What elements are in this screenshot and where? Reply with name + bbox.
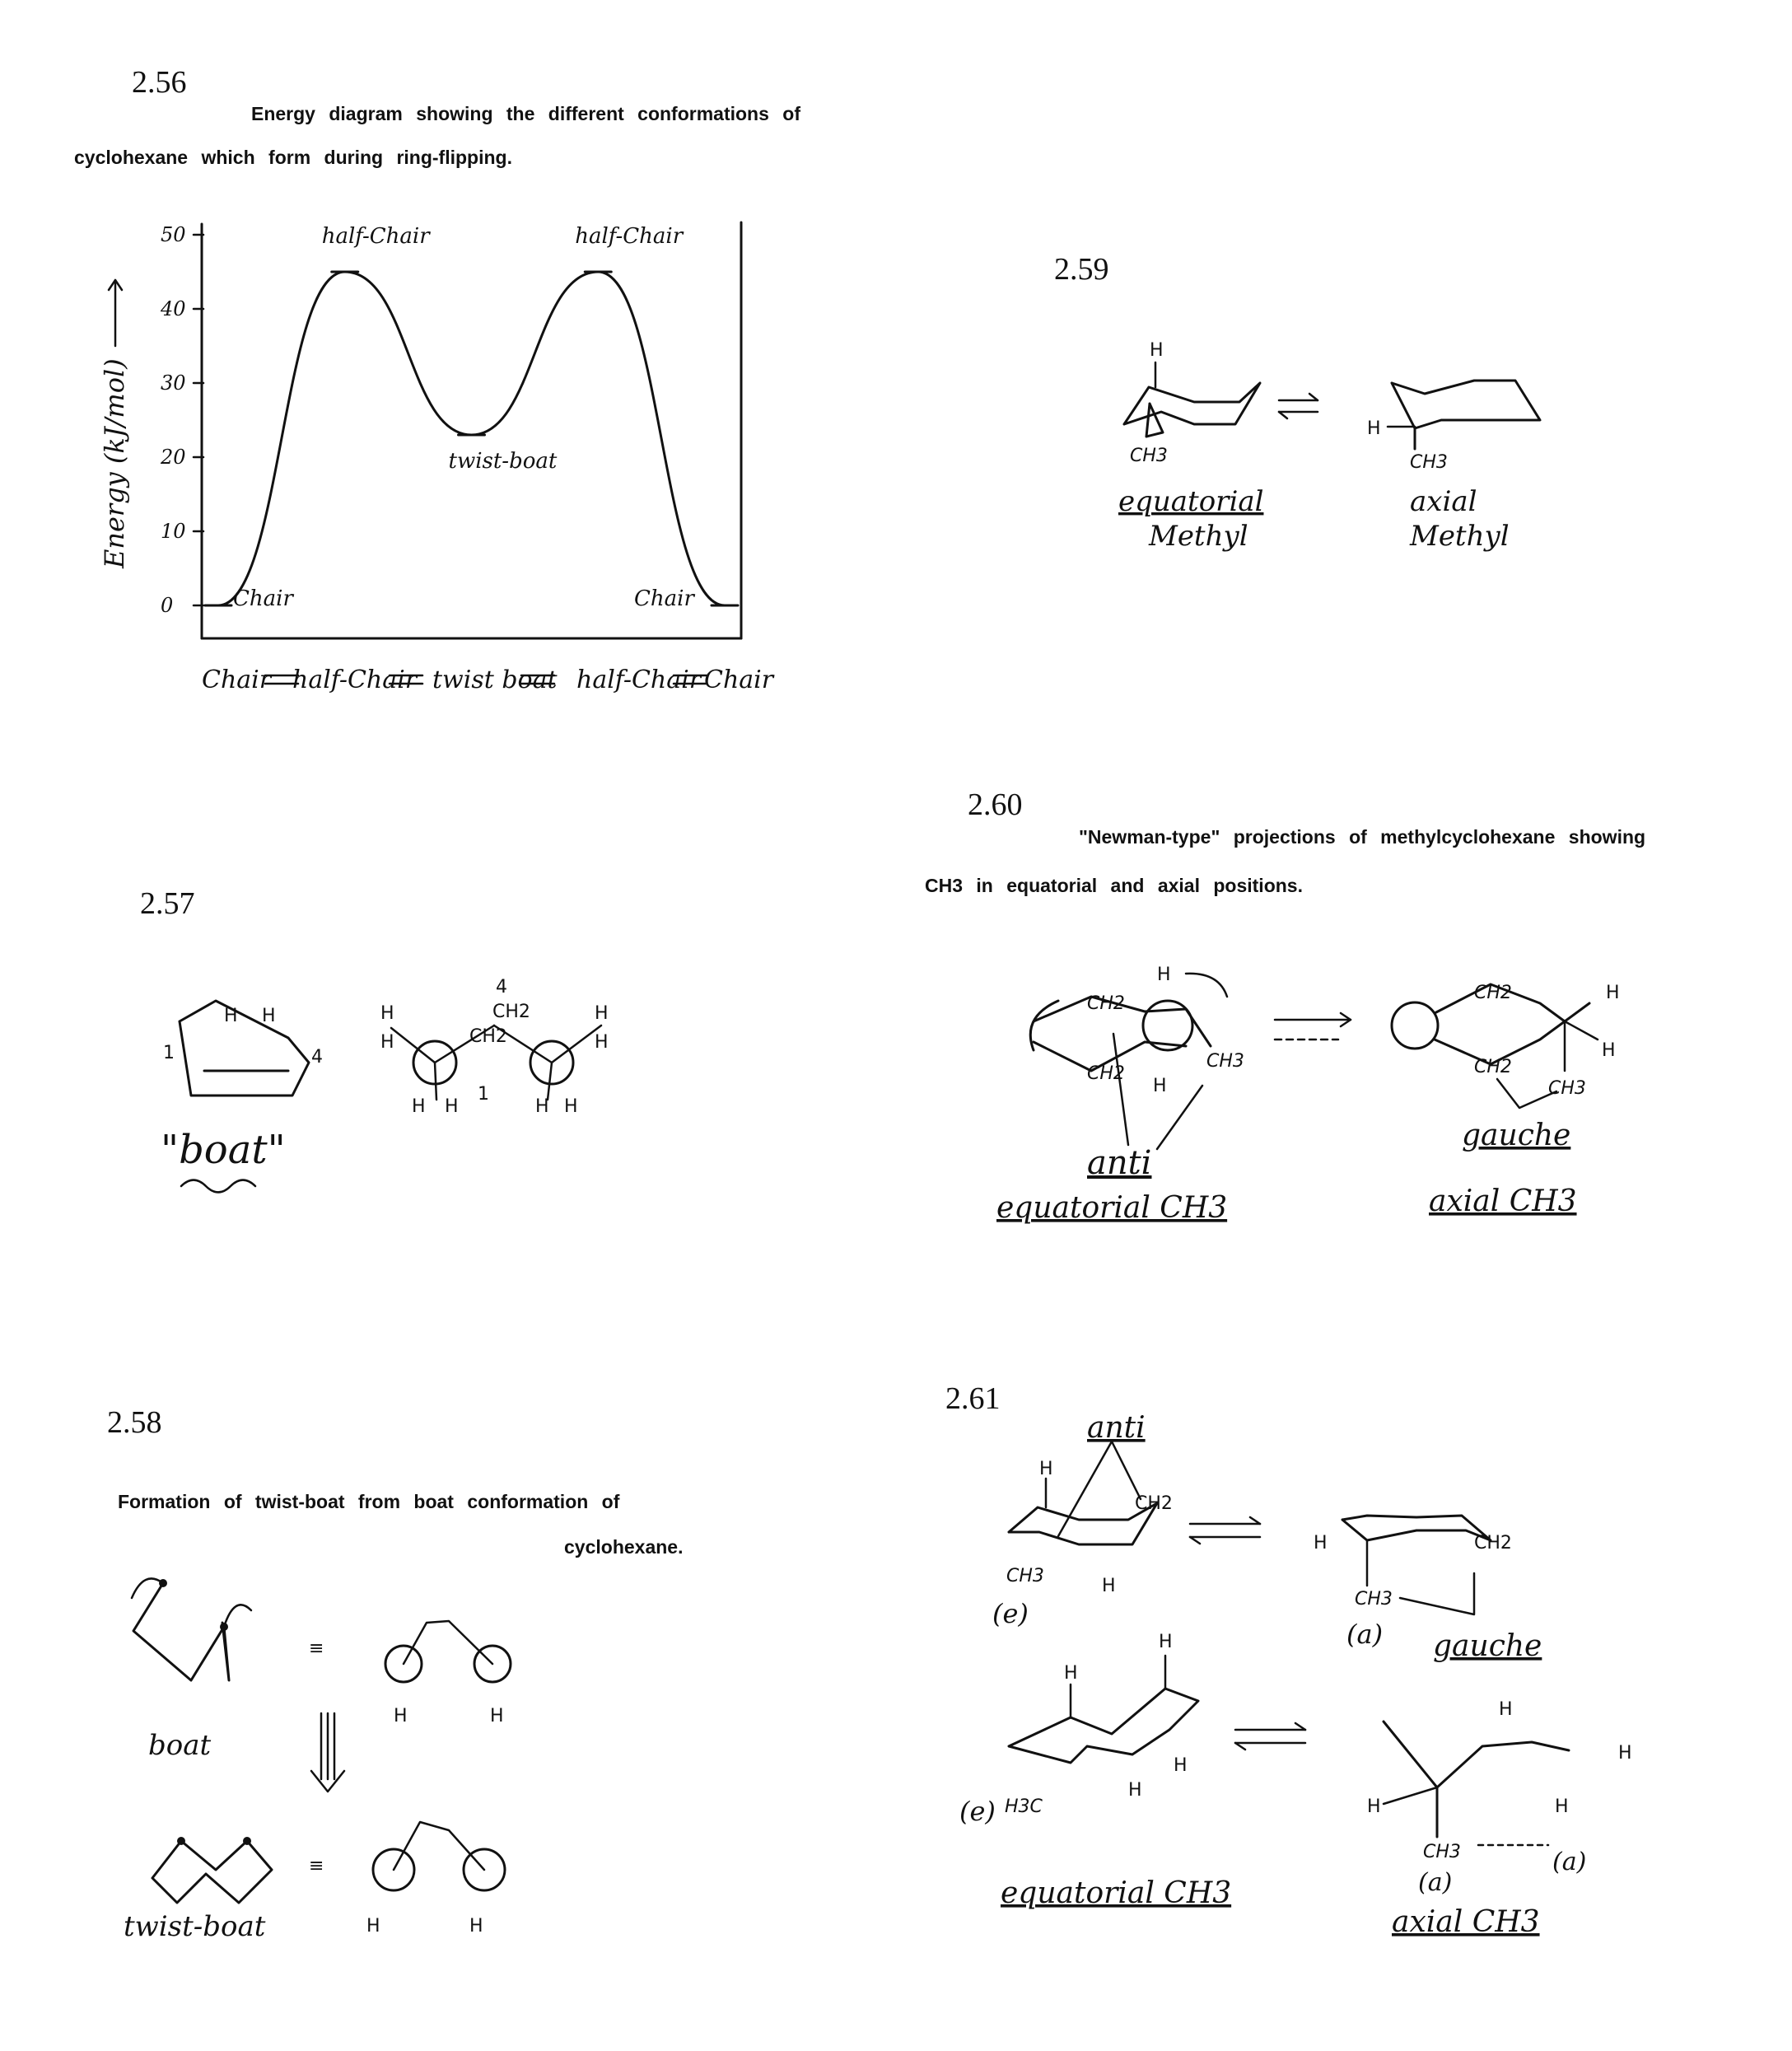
sequence-item-4: Chair xyxy=(704,666,774,694)
twist-newman-h-2: H xyxy=(469,1916,483,1937)
anti-triangle xyxy=(1058,1441,1141,1536)
problem-number-2-57: 2.57 xyxy=(140,886,195,921)
sequence-item-1: half-Chair xyxy=(292,666,418,694)
point-label-3: half-Chair xyxy=(575,224,684,249)
y-tick-label-1: 10 xyxy=(161,520,186,543)
bottom-right-h-left: H xyxy=(1367,1796,1381,1817)
top-left-h-label: H xyxy=(1039,1459,1053,1479)
bottom-right-h-bond-left xyxy=(1384,1787,1437,1804)
axial-methyl-label-2: Methyl xyxy=(1410,520,1510,553)
caption-2-60-line1: "Newman-type" projections of methylcyclohexane showing xyxy=(1079,826,1646,848)
problem-number-2-59: 2.59 xyxy=(1054,252,1109,287)
boat-h-label-2: H xyxy=(262,1006,276,1026)
top-right-ch2-label: CH2 xyxy=(1474,1533,1512,1553)
y-tick-label-5: 50 xyxy=(161,223,186,246)
boat-label-2-58: boat xyxy=(148,1729,212,1762)
boat-h-label-1: H xyxy=(224,1006,238,1026)
boat-c1-label: 1 xyxy=(163,1043,175,1063)
top-right-ch3-label: CH3 xyxy=(1355,1589,1393,1609)
caption-2-60-line2: CH3 in equatorial and axial positions. xyxy=(925,875,1303,896)
problem-number-2-56: 2.56 xyxy=(132,65,187,100)
y-tick-label-3: 30 xyxy=(161,371,186,395)
chair-top-right xyxy=(1342,1516,1491,1540)
ax-ch2-label-2: CH2 xyxy=(1474,1057,1512,1077)
ax-ch2-label-1: CH2 xyxy=(1474,983,1512,1003)
ax-h-label-2: H xyxy=(1602,1040,1616,1061)
bottom-left-h-label-1: H xyxy=(1064,1663,1078,1684)
point-label-0: Chair xyxy=(233,586,293,611)
top-left-ch3-label: CH3 xyxy=(1006,1566,1044,1586)
boat-newman-h-1: H xyxy=(394,1706,408,1726)
y-axis-label: Energy (kJ/mol) xyxy=(99,358,130,568)
bottom-left-h-label-4: H xyxy=(1128,1780,1142,1801)
newman-label-h-1: H xyxy=(380,1003,394,1024)
anti-label-2-61: anti xyxy=(1087,1411,1146,1445)
equatorial-methyl-label-2: Methyl xyxy=(1149,520,1248,553)
y-tick-label-0: 0 xyxy=(161,594,174,617)
bottom-right-h-lower: H xyxy=(1555,1796,1569,1817)
gauche-label-2-61: gauche xyxy=(1433,1629,1542,1663)
axial-methyl-label-1: axial xyxy=(1410,485,1477,518)
y-tick-label-2: 20 xyxy=(161,446,186,469)
newman-label-ch2-1: CH2 xyxy=(492,1002,530,1022)
newman-label-h-6: H xyxy=(564,1096,578,1117)
newman-label-h-3: H xyxy=(412,1096,426,1117)
newman-label-4: 4 xyxy=(496,977,507,997)
chair-bottom-right xyxy=(1384,1722,1569,1787)
equiv-sign-1: ≡ xyxy=(309,1638,324,1659)
ch3-label-left: CH3 xyxy=(1130,446,1168,466)
axial-ch3-label-2-61: axial CH3 xyxy=(1392,1905,1540,1939)
problem-number-2-61: 2.61 xyxy=(945,1381,1001,1416)
bottom-right-ch3-label: CH3 xyxy=(1423,1842,1461,1862)
eq-h-label-1: H xyxy=(1157,965,1171,985)
newman-label-h-4: H xyxy=(445,1096,459,1117)
eq-ch3-label: CH3 xyxy=(1206,1051,1244,1072)
bottom-right-a-label-2: (a) xyxy=(1552,1848,1587,1876)
newman-label-ch2-2: CH2 xyxy=(469,1026,507,1047)
caption-2-56-line2: cyclohexane which form during ring-flipping. xyxy=(74,147,512,168)
equatorial-methyl-label-1: equatorial xyxy=(1118,485,1264,518)
boat-label: "boat" xyxy=(161,1127,286,1173)
gauche-arrow-2-61 xyxy=(1400,1573,1474,1614)
twist-newman-h-1: H xyxy=(366,1916,380,1937)
equiv-sign-2: ≡ xyxy=(309,1856,324,1876)
caption-2-58-line2: cyclohexane. xyxy=(564,1536,684,1558)
twist-boat-label: twist-boat xyxy=(124,1910,266,1943)
equatorial-ch3-label-2-60: equatorial CH3 xyxy=(996,1191,1228,1225)
anti-label-2-60: anti xyxy=(1087,1144,1152,1182)
top-right-a-label: (a) xyxy=(1346,1619,1384,1650)
bottom-left-e-label: (e) xyxy=(959,1796,996,1827)
newman-label-h-8: H xyxy=(595,1032,609,1053)
newman-label-h-2: H xyxy=(380,1032,394,1053)
y-tick-label-4: 40 xyxy=(161,297,186,320)
bottom-left-h-label-2: H xyxy=(1159,1632,1173,1652)
point-label-2: twist-boat xyxy=(448,449,558,474)
equatorial-ch3-label-2-61: equatorial CH3 xyxy=(1001,1876,1232,1910)
ax-h-label-1: H xyxy=(1606,983,1620,1003)
boat-newman-h-2: H xyxy=(490,1706,504,1726)
eq-ch2-label-1: CH2 xyxy=(1087,993,1125,1014)
point-label-1: half-Chair xyxy=(321,224,430,249)
h-atom-label: H xyxy=(1150,340,1164,361)
top-left-ch2-label: CH2 xyxy=(1135,1493,1173,1514)
problem-number-2-60: 2.60 xyxy=(968,787,1023,822)
bottom-right-a-label-1: (a) xyxy=(1418,1868,1453,1897)
sequence-item-2: twist boat xyxy=(432,666,558,694)
eq-ch2-label-2: CH2 xyxy=(1087,1063,1125,1084)
axial-ch3-label-2-60: axial CH3 xyxy=(1429,1184,1577,1218)
bottom-right-h-right: H xyxy=(1618,1743,1632,1764)
bottom-left-h3c-label: H3C xyxy=(1005,1796,1043,1817)
boat-c4-label: 4 xyxy=(311,1047,323,1068)
ax-ch3-label: CH3 xyxy=(1548,1078,1586,1099)
ch3-label-right: CH3 xyxy=(1410,452,1448,473)
top-right-h-label: H xyxy=(1314,1533,1328,1553)
problem-number-2-58: 2.58 xyxy=(107,1405,162,1440)
bottom-right-h-top: H xyxy=(1499,1699,1513,1720)
gauche-label-2-60: gauche xyxy=(1462,1119,1571,1152)
top-left-h-label-2: H xyxy=(1102,1576,1116,1596)
h-atom-label-right: H xyxy=(1367,418,1381,439)
caption-2-56-line1: Energy diagram showing the different conformations of xyxy=(251,103,800,124)
top-left-e-label: (e) xyxy=(992,1598,1029,1629)
newman-label-h-7: H xyxy=(595,1003,609,1024)
bottom-left-h-label-3: H xyxy=(1174,1755,1188,1776)
sequence-item-3: half-Chair xyxy=(576,666,702,694)
chair-bottom-left xyxy=(1009,1689,1198,1763)
sequence-item-0: Chair xyxy=(202,666,272,694)
eq-h-label-2: H xyxy=(1153,1076,1167,1096)
newman-label-h-5: H xyxy=(535,1096,549,1117)
newman-label-1: 1 xyxy=(478,1084,489,1105)
point-label-4: Chair xyxy=(634,586,694,611)
caption-2-58-line1: Formation of twist-boat from boat conformation of xyxy=(118,1491,620,1512)
